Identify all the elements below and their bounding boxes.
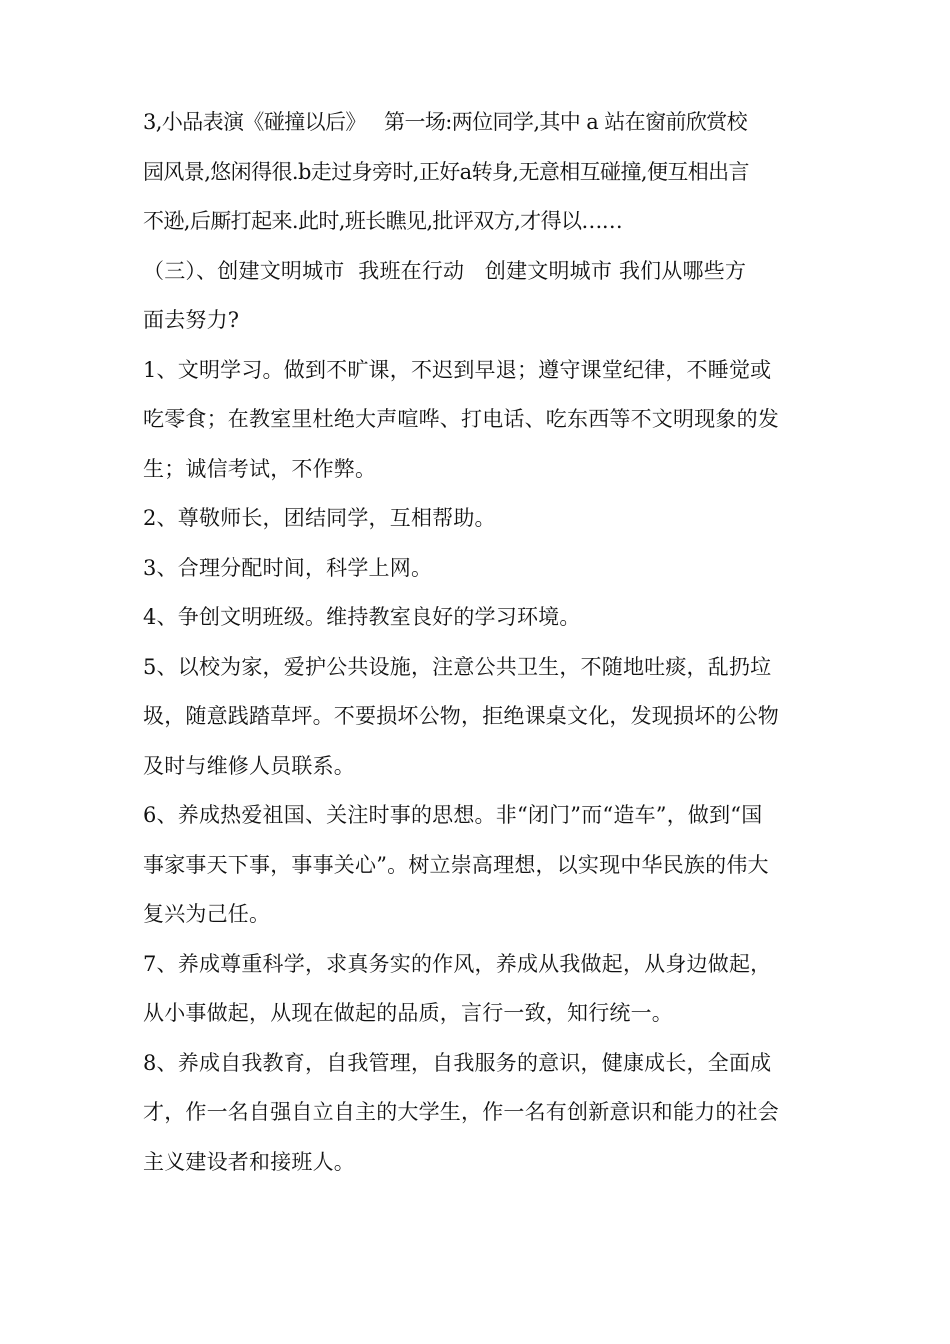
section-heading: （三）、创建文明城市 我班在行动 创建文明城市 我们从哪些方 bbox=[143, 258, 747, 283]
list-item-text: 生；诚信考试，不作弊。 bbox=[143, 456, 377, 481]
list-item-text: 吃零食；在教室里杜绝大声喧哗、打电话、吃东西等不文明现象的发 bbox=[143, 407, 779, 431]
text-line: 园风景,悠闲得很.b走过身旁时,正好a转身,无意相互碰撞,便互相出言 bbox=[143, 159, 749, 184]
list-item-text: 圾，随意践踏草坪。不要损坏公物，拒绝课桌文化，发现损坏的公物 bbox=[143, 704, 779, 728]
list-item-text: 主义建设者和接班人。 bbox=[143, 1149, 355, 1174]
list-item-text: 事家事天下事，事事关心”。树立崇高理想，以实现中华民族的伟大 bbox=[143, 852, 769, 877]
list-item-text: 4、争创文明班级。维持教室良好的学习环境。 bbox=[143, 605, 581, 629]
text-line: 3,小品表演《碰撞以后》 第一场:两位同学,其中 a 站在窗前欣赏校 bbox=[143, 110, 748, 134]
text-line: 面去努力? bbox=[143, 308, 240, 332]
list-item-text: 2、尊敬师长，团结同学，互相帮助。 bbox=[143, 506, 496, 530]
list-item-text: 7、养成尊重科学，求真务实的作风，养成从我做起，从身边做起， bbox=[143, 951, 772, 976]
text-line: 不逊,后厮打起来.此时,班长瞧见,批评双方,才得以…… bbox=[143, 209, 623, 233]
list-item-text: 才，作一名自强自立自主的大学生，作一名有创新意识和能力的社会 bbox=[143, 1100, 779, 1124]
list-item-text: 1、文明学习。做到不旷课，不迟到早退；遵守课堂纪律，不睡觉或 bbox=[143, 357, 772, 382]
list-item-text: 及时与维修人员联系。 bbox=[143, 753, 355, 778]
list-item-text: 8、养成自我教育，自我管理，自我服务的意识，健康成长，全面成 bbox=[143, 1050, 772, 1075]
list-item-text: 从小事做起，从现在做起的品质，言行一致，知行统一。 bbox=[143, 1001, 673, 1025]
list-item-text: 3、合理分配时间，科学上网。 bbox=[143, 555, 433, 580]
list-item-text: 复兴为己任。 bbox=[143, 902, 271, 926]
list-item-text: 5、以校为家，爱护公共设施，注意公共卫生，不随地吐痰，乱扔垃 bbox=[143, 654, 772, 679]
list-item-text: 6、养成热爱祖国、关注时事的思想。非“闭门”而“造车”，做到“国 bbox=[143, 803, 763, 827]
document-body bbox=[143, 98, 823, 1187]
